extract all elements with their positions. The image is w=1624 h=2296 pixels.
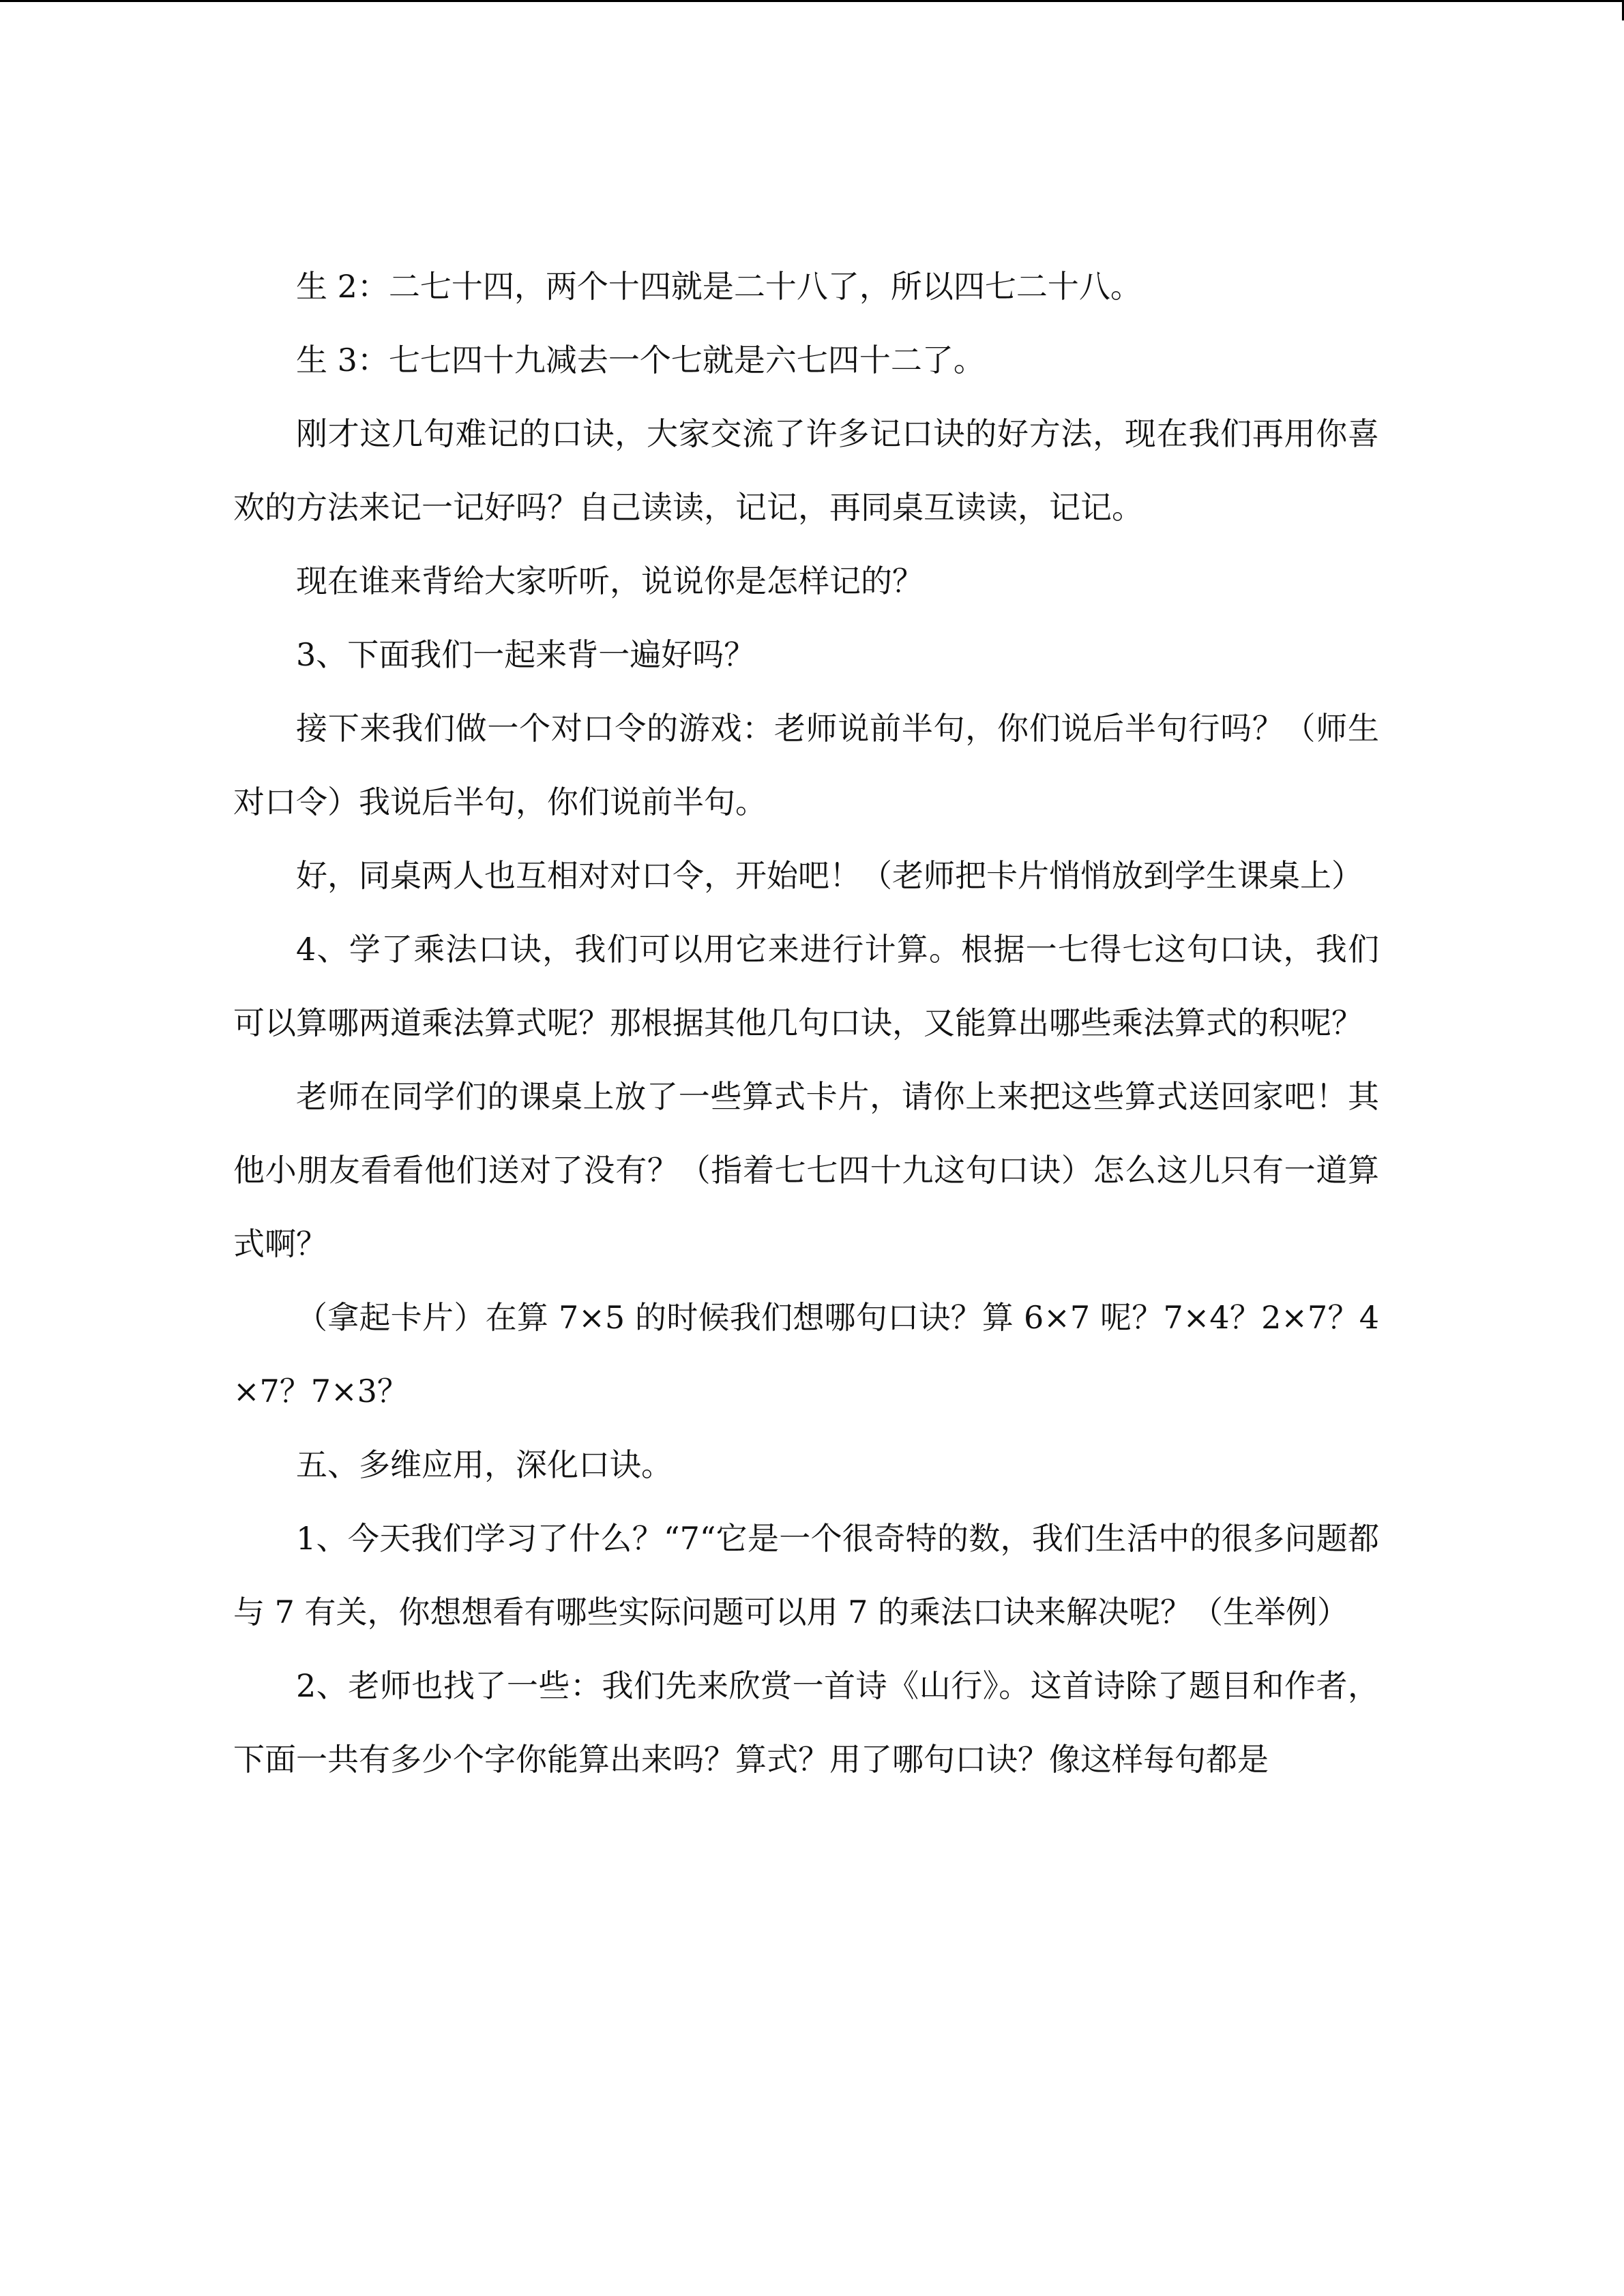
paragraph-calculation: 4、学了乘法口诀，我们可以用它来进行计算。根据一七得七这句口诀，我们可以算哪两道乘法算式呢？那根据其他几句口诀，又能算出哪些乘法算式的积呢？	[233, 931, 1379, 1041]
paragraph-formula-cards: 老师在同学们的课桌上放了一些算式卡片，请你上来把这些算式送回家吧！其他小朋友看看他们送对了没有？（指着七七四十九这句口诀）怎么这儿只有一道算式啊？	[233, 1078, 1379, 1262]
page-top-border	[0, 0, 1624, 2]
paragraph-poem: 2、老师也找了一些：我们先来欣赏一首诗《山行》。这首诗除了题目和作者，下面一共有多少个字你能算出来吗？算式？用了哪句口诀？像这样每句都是	[233, 1667, 1379, 1778]
paragraph-deskmate-game: 好，同桌两人也互相对对口令，开始吧！（老师把卡片悄悄放到学生课桌上）	[296, 857, 1363, 894]
paragraph-real-problems: 1、今天我们学习了什么？“7“它是一个很奇特的数，我们生活中的很多问题都与 7 有关，你想想看有哪些实际问题可以用 7 的乘法口诀来解决呢？（生举例）	[233, 1520, 1379, 1630]
paragraph-memorize-methods: 刚才这几句难记的口诀，大家交流了许多记口诀的好方法，现在我们再用你喜欢的方法来记一记好吗？自己读读，记记，再同桌互读读，记记。	[233, 415, 1379, 526]
document-body	[233, 250, 1379, 1796]
paragraph-password-game: 接下来我们做一个对口令的游戏：老师说前半句，你们说后半句行吗？（师生对口令）我说后半句，你们说前半句。	[233, 710, 1379, 820]
paragraph-recite-question: 现在谁来背给大家听听，说说你是怎样记的？	[296, 563, 924, 599]
paragraph-student-2: 生 2：二七十四，两个十四就是二十八了，所以四七二十八。	[296, 268, 1142, 305]
paragraph-student-3: 生 3：七七四十九减去一个七就是六七四十二了。	[296, 342, 985, 378]
paragraph-recite-together: 3、下面我们一起来背一遍好吗？	[296, 636, 756, 673]
paragraph-card-questions: （拿起卡片）在算 7×5 的时候我们想哪句口诀？算 6×7 呢？7×4？2×7？4×7？7×3？	[233, 1299, 1379, 1410]
section-heading-application: 五、多维应用，深化口诀。	[296, 1446, 673, 1483]
